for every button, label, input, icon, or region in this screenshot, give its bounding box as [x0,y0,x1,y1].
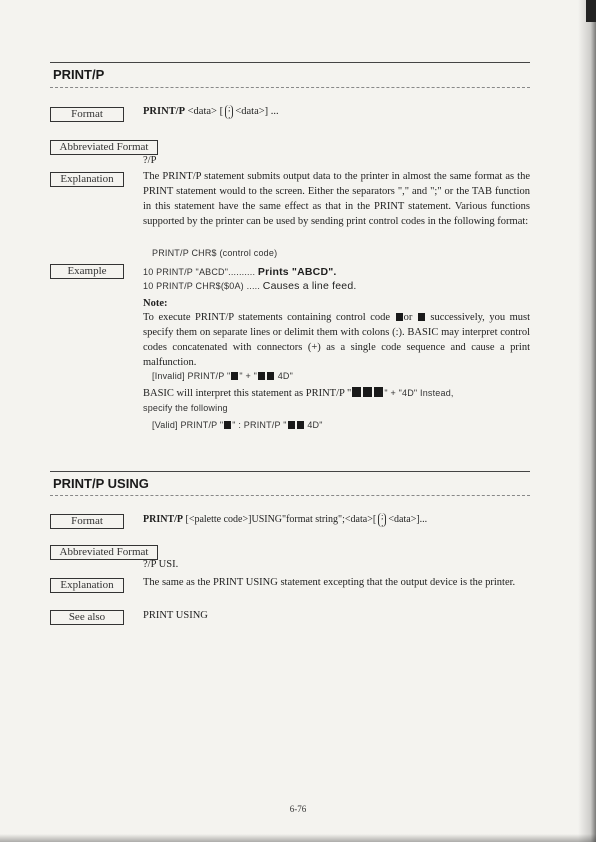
page-number: 6-76 [289,804,307,814]
abbrev-format-label: Abbreviated Format [50,140,158,155]
example-2-desc: Causes a line feed. [262,280,357,292]
interpret-specify: specify the following [143,403,228,413]
control-key-icon [363,387,372,397]
format-args-a: <data> [187,106,217,117]
abbrev-format-label: Abbreviated Format [50,545,158,560]
separator-brace [225,105,233,119]
page-edge-shadow [578,0,596,842]
format-label: Format [50,107,124,122]
abbrev-format-value: ?/P [143,155,157,166]
section-sub-rule [50,495,530,496]
page-bottom-shadow [0,834,596,842]
explanation-text: The PRINT/P statement submits output data to the printer in almost the same format as the PRINT statement would to the screen. Either the separators "," and ";" or the TAB function in this statement have the same effect as that in the PRINT statement. Various functions supported by the printer can be used by sending print control codes in the following format: [143,171,530,227]
format-args-b: <data>] ... [235,106,279,117]
abbrev-format-value: ?/P USI. [143,559,179,570]
note-label: Note: [143,298,168,309]
page-corner-mark [586,0,596,22]
format-args-b: <data>]... [388,514,428,525]
brace-bottom: , [381,518,384,528]
valid-text-a: [Valid] PRINT/P " [152,420,224,430]
section-sub-rule [50,87,530,88]
control-key-icon [231,372,238,380]
brace-top: ; [381,511,384,521]
valid-example [152,419,323,432]
invalid-text-b: " + " [239,371,258,381]
invalid-text-a: [Invalid] PRINT/P " [152,371,231,381]
format-command: PRINT/P [143,106,185,117]
example-label: Example [50,264,124,279]
format-syntax [143,512,535,527]
format-label: Format [50,514,124,529]
format-command: PRINT/P [143,514,183,525]
invalid-example [152,370,293,383]
example-line-2 [143,279,356,294]
control-key-icon [297,421,304,429]
section-title-print-p-using: PRINT/P USING [53,476,149,491]
see-also-label: See also [50,610,124,625]
control-key-icon [374,387,383,397]
brace-bottom: , [228,110,231,120]
section-title-print-p: PRINT/P [53,67,105,82]
example-1-code: 10 PRINT/P "ABCD".......... [143,267,256,277]
control-key-icon [396,313,403,321]
example-1-desc: Prints "ABCD". [257,266,337,278]
note-or: or [403,312,413,323]
explanation-text: The same as the PRINT USING statement excepting that the output device is the printer. [143,577,516,588]
control-key-icon [288,421,295,429]
control-key-icon [267,372,274,380]
see-also-value: PRINT USING [143,610,208,621]
interpret-text-a: BASIC will interpret this statement as PRINT/P " [143,388,352,399]
note-text-b: successively, you must specify them on separate lines or delimit them with colons (:). BASIC may interpret control codes concatenated with connectors (+) as a single code sequence and cause a print malfunction. [143,312,531,368]
note-paragraph [143,310,530,370]
control-key-icon [258,372,265,380]
format-args-a: [<palette code>]USING"format string";<data>[ [185,514,377,525]
section-top-rule [50,62,530,63]
brace-top: ; [228,103,231,113]
format-syntax [143,104,533,119]
section-top-rule [50,471,530,472]
control-key-icon [418,313,425,321]
valid-text-c: 4D" [307,420,323,430]
example-line-1 [143,265,337,280]
example-2-code: 10 PRINT/P CHR$($0A) ..... [143,281,261,291]
explanation-code: PRINT/P CHR$ (control code) [152,248,278,258]
invalid-text-c: 4D" [277,371,294,381]
note-text-a: To execute PRINT/P statements containing control code [143,312,391,323]
control-key-icon [352,387,361,397]
interpret-text-b: " + "4D" Instead, [384,388,454,398]
interpret-line [143,386,533,401]
explanation-label: Explanation [50,172,124,187]
valid-text-b: " : PRINT/P " [232,420,287,430]
explanation-label: Explanation [50,578,124,593]
separator-brace [378,513,386,527]
format-bracket-open: [ [219,106,224,117]
control-key-icon [224,421,231,429]
